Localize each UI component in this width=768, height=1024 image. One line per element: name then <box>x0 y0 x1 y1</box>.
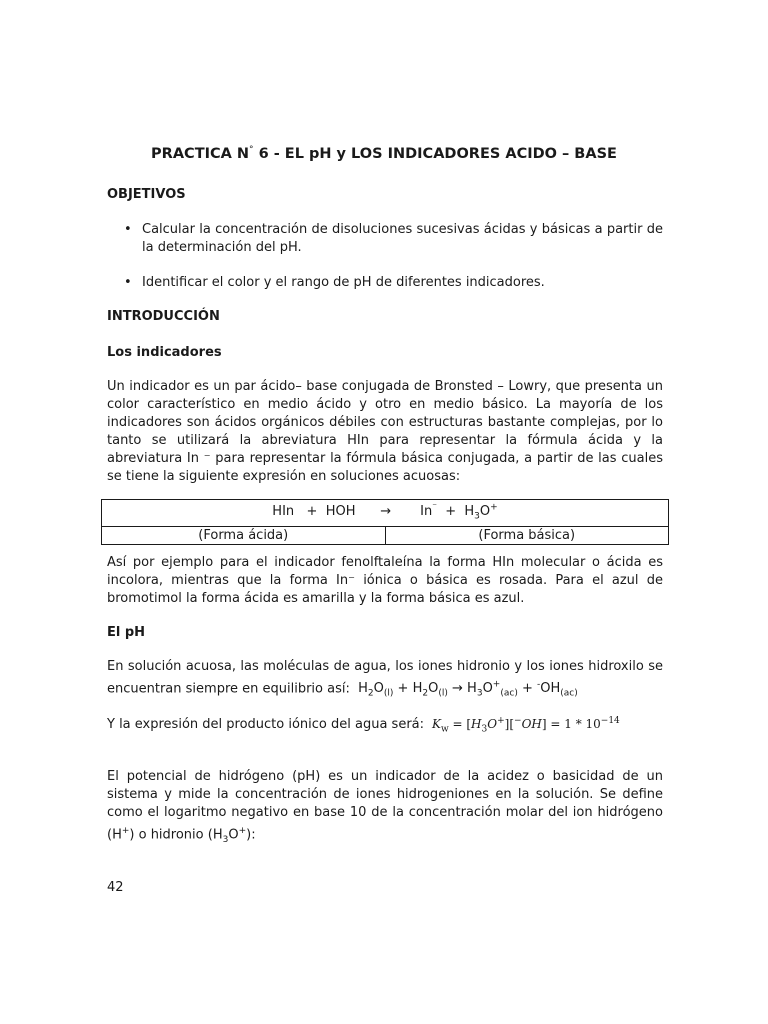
ph-def-o: O <box>228 827 239 843</box>
page-title <box>0 145 768 162</box>
objective-text-1: Calcular la concentración de disoluciones sucesivas ácidas y básicas a partir de la determinación del pH. <box>142 222 663 255</box>
reaction-reactants: HIn + HOH <box>272 504 356 520</box>
kw-oh: OH <box>521 717 542 731</box>
kw-mid: ][ <box>504 717 515 731</box>
water-equilibrium-equation <box>354 680 578 699</box>
eq-sub: 3 <box>476 688 483 699</box>
eq-charge: - <box>537 680 541 690</box>
eq-state: (l) <box>383 688 394 699</box>
kw-plus: + <box>497 716 505 726</box>
objective-item-1 <box>107 221 663 257</box>
eq-arrow: → <box>447 681 468 697</box>
objetivos-heading: OBJETIVOS <box>107 187 186 202</box>
eq-h: H <box>412 681 423 697</box>
reaction-equation <box>272 503 498 522</box>
ph-def-text: El potencial de hidrógeno (pH) es un indicador de la acidez o basicidad de un sistema y mide la concentración de iones hidrogeniones en la solución. Se define como el logaritmo negativo en base 10 de la concentración molar del ion hidrógeno (H <box>107 769 663 843</box>
reaction-equation-cell <box>102 500 669 527</box>
indicadores-paragraph: Un indicador es un par ácido– base conjugada de Bronsted – Lowry, que presenta un color característico en medio ácido y otro en medio básico. La mayoría de los indicadores son ácidos orgánicos débiles con estructuras bastante complejas, por lo tanto se utilizará la abreviatura HIn para representar la fórmula ácida y la abreviatura In ⁻ para representar la fórmula básica conjugada, a partir de las cuales se tiene la siguiente expresión en soluciones acuosas: <box>107 379 663 484</box>
reaction-table <box>101 499 669 545</box>
eq-o: O <box>428 681 439 697</box>
reaction-product-sub3: 3 <box>474 511 480 522</box>
reaction-product-in-charge: ⁻ <box>432 503 437 513</box>
kw-minus: − <box>514 716 522 726</box>
ph-def-sub3: 3 <box>222 834 229 845</box>
kw-o: O <box>487 717 498 731</box>
eq-plus: + <box>393 681 413 697</box>
bullet-icon: • <box>124 222 132 237</box>
ph-equilibrium-text: En solución acuosa, las moléculas de agua, los iones hidronio y los iones hidroxilo se encuentran siempre en equilibrio así: <box>107 659 663 697</box>
eq-oh: OH <box>540 681 561 697</box>
title-text-rest: 6 - EL pH y LOS INDICADORES ACIDO – BASE <box>253 145 617 162</box>
ph-def-plus: + <box>238 826 247 836</box>
eq-state: (ac) <box>560 688 578 699</box>
reaction-product-in: In <box>420 504 433 520</box>
eq-sub: 2 <box>367 688 374 699</box>
kw-line <box>107 712 663 738</box>
eq-h: H <box>467 681 477 697</box>
page-number: 42 <box>107 880 124 895</box>
eq-state: (l) <box>438 688 448 699</box>
introduccion-heading: INTRODUCCIÓN <box>107 309 220 324</box>
reaction-arrow: → <box>380 504 392 520</box>
reaction-product-charge: + <box>490 503 498 513</box>
basic-form-cell: (Forma básica) <box>385 526 669 544</box>
title-degree-sign: ° <box>249 145 254 155</box>
eq-o: O <box>482 681 493 697</box>
eq-sub: 2 <box>422 688 429 699</box>
ph-heading: El pH <box>107 625 146 640</box>
reaction-product-o: O <box>479 504 491 520</box>
ph-def-end: ): <box>246 827 256 843</box>
indicadores-subheading: Los indicadores <box>107 345 222 360</box>
acid-form-cell: (Forma ácida) <box>102 526 386 544</box>
kw-end: ] = 1 * 10 <box>541 717 601 731</box>
kw-eq: = [ <box>448 717 472 731</box>
eq-charge: + <box>492 680 501 690</box>
objective-text-2: Identificar el color y el rango de pH de diferentes indicadores. <box>142 275 545 290</box>
ph-def-text: ) o hidronio (H <box>129 827 223 843</box>
eq-plus: + <box>517 681 538 697</box>
ph-equilibrium-paragraph <box>107 658 663 703</box>
ph-definition-paragraph <box>107 768 663 849</box>
kw-sub: w <box>440 724 449 735</box>
bullet-icon: • <box>124 275 132 290</box>
kw-k: K <box>431 717 441 731</box>
example-paragraph: Así por ejemplo para el indicador fenolftaleína la forma HIn molecular o ácida es incolora, mientras que la forma In⁻ iónica o básica es rosada. Para el azul de bromotimol la forma ácida es amarilla y la forma básica es azul. <box>107 555 663 606</box>
eq-o: O <box>373 681 384 697</box>
kw-text: Y la expresión del producto iónico del agua será: <box>107 717 425 732</box>
eq-state: (ac) <box>500 688 518 699</box>
reaction-product-h: + H <box>436 504 475 520</box>
kw-expression <box>428 716 620 735</box>
ph-def-hplus: + <box>121 826 130 836</box>
title-text-part: PRACTICA N <box>151 145 250 162</box>
objective-item-2 <box>107 274 663 292</box>
kw-exponent: −14 <box>600 716 620 726</box>
kw-sub3: 3 <box>481 724 488 735</box>
eq-h: H <box>358 681 368 697</box>
kw-h: H <box>471 717 482 731</box>
